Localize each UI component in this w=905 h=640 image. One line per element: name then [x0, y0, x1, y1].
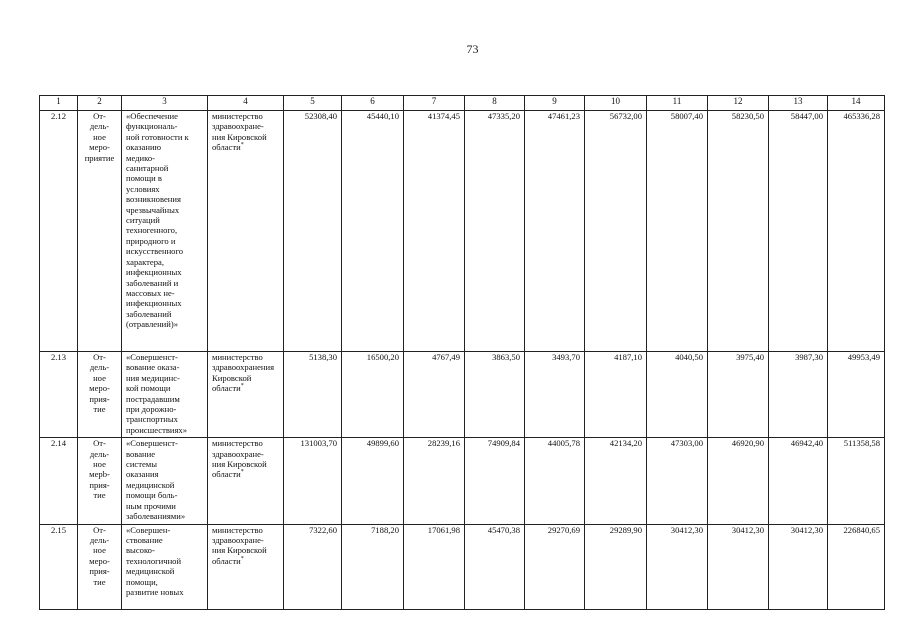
column-header: 11 [647, 96, 708, 111]
measure-name: «Совершен- ствование высоко- технологичной медицинской помощи, развитие новых [122, 524, 208, 609]
table-row [40, 111, 885, 352]
amount-cell: 41374,45 [404, 111, 465, 352]
amount-cell: 7322,60 [284, 524, 342, 609]
executor-cell [208, 438, 284, 524]
page-number: 73 [466, 42, 479, 56]
executor-name: министерство здравоохране- ния Кировской области [212, 524, 267, 566]
column-header: 2 [78, 96, 122, 111]
total-cell: 226840,65 [828, 524, 885, 609]
amount-cell: 47461,23 [525, 111, 585, 352]
footnote-mark: * [240, 383, 244, 390]
column-header: 7 [404, 96, 465, 111]
row-number: 2.15 [40, 524, 78, 609]
measure-type: От- дель- ное меро- приятие [78, 111, 122, 352]
total-cell: 465336,28 [828, 111, 885, 352]
amount-cell: 45440,10 [342, 111, 404, 352]
amount-cell: 16500,20 [342, 352, 404, 438]
column-header: 4 [208, 96, 284, 111]
amount-cell: 44005,78 [525, 438, 585, 524]
executor-cell [208, 524, 284, 609]
executor-name: министерство здравоохранения Кировской области [212, 352, 275, 394]
amount-cell: 4767,49 [404, 352, 465, 438]
column-header: 3 [122, 96, 208, 111]
amount-cell: 74909,84 [465, 438, 525, 524]
row-number: 2.14 [40, 438, 78, 524]
amount-cell: 4040,50 [647, 352, 708, 438]
measure-type: От- дель- ное меро- прия- тие [78, 352, 122, 438]
amount-cell: 30412,30 [708, 524, 769, 609]
amount-cell: 3863,50 [465, 352, 525, 438]
amount-cell: 3493,70 [525, 352, 585, 438]
column-header: 8 [465, 96, 525, 111]
amount-cell: 17061,98 [404, 524, 465, 609]
measure-name: «Обеспечение функциональ- ной готовности к оказанию медико- санитарной помощи в условиях возникновения чрезвычайных ситуаций техногенного, природного и искусственного характера, инфекционных заболеваний и массовых не- инфекционных заболеваний (отравлений)» [122, 111, 208, 352]
column-header: 1 [40, 96, 78, 111]
amount-cell: 3987,30 [769, 352, 828, 438]
row-number: 2.13 [40, 352, 78, 438]
table-row [40, 438, 885, 524]
budget-table [39, 95, 885, 610]
amount-cell: 49899,60 [342, 438, 404, 524]
amount-cell: 46920,90 [708, 438, 769, 524]
measure-type: От- дель- ное меро- прия- тие [78, 524, 122, 609]
footnote-mark: * [240, 142, 244, 149]
column-header: 10 [585, 96, 647, 111]
measure-type: От- дель- ное мерb- прия- тие [78, 438, 122, 524]
executor-name: министерство здравоохране- ния Кировской области [212, 438, 267, 480]
amount-cell: 47303,00 [647, 438, 708, 524]
total-cell: 49953,49 [828, 352, 885, 438]
table-row [40, 352, 885, 438]
amount-cell: 4187,10 [585, 352, 647, 438]
amount-cell: 58230,50 [708, 111, 769, 352]
header-row [40, 96, 885, 111]
amount-cell: 131003,70 [284, 438, 342, 524]
amount-cell: 28239,16 [404, 438, 465, 524]
amount-cell: 58447,00 [769, 111, 828, 352]
amount-cell: 52308,40 [284, 111, 342, 352]
footnote-mark: * [240, 469, 244, 476]
executor-cell [208, 352, 284, 438]
measure-name: «Совершенст- вование системы оказания медицинской помощи боль- ным прочими заболеваниями» [122, 438, 208, 524]
row-number: 2.12 [40, 111, 78, 352]
table-row [40, 524, 885, 609]
amount-cell: 47335,20 [465, 111, 525, 352]
amount-cell: 5138,30 [284, 352, 342, 438]
amount-cell: 3975,40 [708, 352, 769, 438]
column-header: 12 [708, 96, 769, 111]
column-header: 9 [525, 96, 585, 111]
amount-cell: 29270,69 [525, 524, 585, 609]
column-header: 13 [769, 96, 828, 111]
amount-cell: 56732,00 [585, 111, 647, 352]
executor-cell [208, 111, 284, 352]
amount-cell: 58007,40 [647, 111, 708, 352]
measure-name: «Совершенст- вование оказа- ния медицинс- кой помощи пострадавшим при дорожно- транспортных происшествиях» [122, 352, 208, 438]
footnote-mark: * [240, 555, 244, 562]
column-header: 6 [342, 96, 404, 111]
amount-cell: 30412,30 [769, 524, 828, 609]
amount-cell: 30412,30 [647, 524, 708, 609]
amount-cell: 7188,20 [342, 524, 404, 609]
amount-cell: 45470,38 [465, 524, 525, 609]
total-cell: 511358,58 [828, 438, 885, 524]
amount-cell: 42134,20 [585, 438, 647, 524]
amount-cell: 46942,40 [769, 438, 828, 524]
column-header: 14 [828, 96, 885, 111]
executor-name: министерство здравоохране- ния Кировской области [212, 111, 267, 153]
column-header: 5 [284, 96, 342, 111]
amount-cell: 29289,90 [585, 524, 647, 609]
